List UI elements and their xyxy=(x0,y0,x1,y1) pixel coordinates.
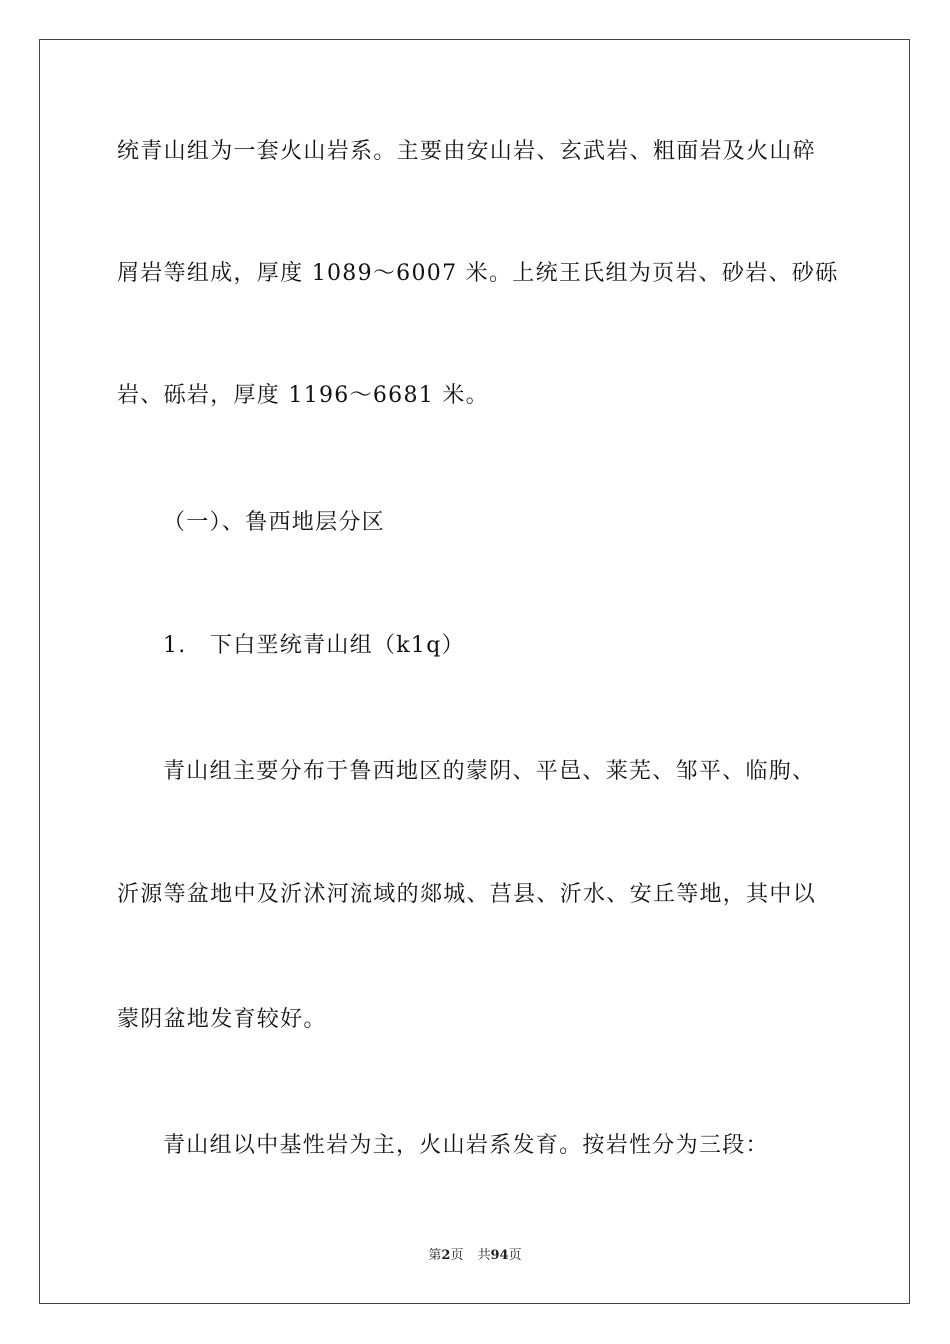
paragraph-line-3: 岩、砾岩，厚度 1196～6681 米。 xyxy=(117,383,489,408)
paragraph2-line-2: 沂源等盆地中及沂沭河流域的郯城、莒县、沂水、安丘等地，其中以 xyxy=(117,882,817,907)
footer-page-number: 2 xyxy=(441,1248,451,1263)
paragraph-line-2: 屑岩等组成，厚度 1089～6007 米。上统王氏组为页岩、砂岩、砂砾 xyxy=(117,261,839,286)
footer-total-suffix: 页 xyxy=(508,1248,522,1263)
page-footer xyxy=(0,1247,950,1265)
paragraph2-line-3: 蒙阴盆地发育较好。 xyxy=(117,1007,327,1032)
footer-total-pages: 94 xyxy=(490,1248,509,1263)
footer-page-prefix: 第 xyxy=(428,1248,442,1263)
footer-page-suffix: 页 xyxy=(450,1248,464,1263)
paragraph2-line-1: 青山组主要分布于鲁西地区的蒙阴、平邑、莱芜、邹平、临朐、 xyxy=(163,759,816,784)
page-border xyxy=(39,39,910,1304)
paragraph3-line: 青山组以中基性岩为主，火山岩系发育。按岩性分为三段： xyxy=(163,1133,769,1158)
paragraph-line-1: 统青山组为一套火山岩系。主要由安山岩、玄武岩、粗面岩及火山碎 xyxy=(117,139,817,164)
subsection-heading: 1. 下白垩统青山组（k1q） xyxy=(163,633,465,658)
section-heading: （一）、鲁西地层分区 xyxy=(163,510,386,535)
footer-total-prefix: 共 xyxy=(477,1248,491,1263)
